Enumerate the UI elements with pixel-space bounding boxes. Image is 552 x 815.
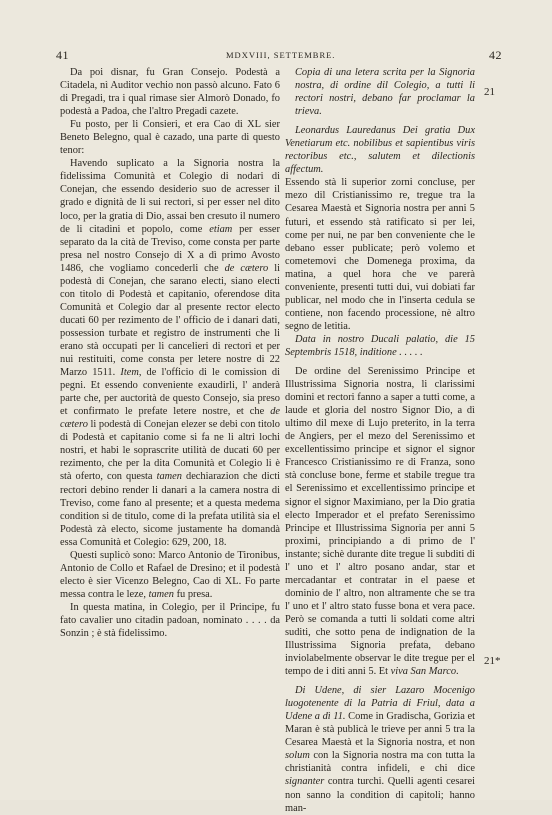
proclamation-paragraph: De ordine del Serenissimo Principe et Illustrissima Signoria nostra, li clarissimi domini et rectori fanno a saper a tutti come, a laude et gloria del nostro Signor Dio, a dì ultimo dil mexe di Lujo preterito, in la terra de Angiers, per el mezo del Serenissimo et excellentissimo principe et signor el signor Francesco Cristianissimo re di Franza, sono stà concluse bone, ferme et stabile tregue tra el Serenissimo et excellentissimo principe et signor el signor Maximiano, per la Dio gratia electo Imperador et el prefato Serenissimo Principe et Illustrissima Signoria per anni 5 proximi, principiando a di primo de l' instante; sichè durante dite tregue li subditi di l' uno et l' altro posano andar, star et mercadantar et contratar in el paese et dominio de l' altro, non altramente che se tra l' uno et l' altro stato fusse bona et vera pace. Però se comanda a tutti li soldati come altri suditi, che sotto pena de indignation de la Illustrissima Signoria prefata, debano inviolabelmente observar le dite tregue per el tempo de i diti anni 5. Et viva San Marco. <box>285 366 475 678</box>
paragraph: Essendo stà li superior zorni concluse, per mezo dil Cristianissimo re, tregue tra la Cesarea Maestà et Signoria nostra per anni 5 futuri, et essendo stà ratificato si per lei, come per nui, ne par ben conveniente che le debano esser publicate; però volemo et cometemovi che Domenega proxima, da matina, a quel hora che ve parerà conveniente, presenti tutti dui, vui dobiati far publicar, nel modo che in l'inserta cedula se contiene, non facendo processione, nè altro segno de letitia. <box>285 177 475 332</box>
running-header <box>56 50 502 66</box>
margin-note: 21 <box>484 86 495 98</box>
letter-paragraph: Di Udene, di sier Lazaro Mocenigo luogotenente di la Patria di Friul, data a Udene a dì 11. Come in Gradischa, Gorizia et Maran è stà publicà le trieve per anni 5 tra la Cesarea Maestà et la Signoria nostra, et non solum con la Signoria nostra ma con tutta la christianità contra infideli, e chi dice signanter contra turchi. Quelli agenti cesarei non sanno la condition di capitoli; hanno man- <box>285 685 476 814</box>
paragraph: In questa matina, in Colegio, per il Principe, fu fato cavalier uno citadin padoan, nominato . . . . da Sonzin ; è stà fidelissimo. <box>60 601 280 640</box>
page-number-right: 42 <box>489 48 502 62</box>
salutation: Leonardus Lauredanus Dei gratia Dux Venetiarum etc. nobilibus et sapientibus viris rectoribus etc., salutem et dilectionis affectum. <box>285 125 475 176</box>
paragraph: Fu posto, per li Consieri, et era Cao di XL sier Beneto Belegno, qual è cazado, una parte di questo tenor: <box>60 119 280 157</box>
paragraph: Questi suplicò sono: Marco Antonio de Tironibus, Antonio de Collo et Rafael de Dresino; et il podestà electo è sier Vicenzo Belegno, Cao di XL. Fo parte messa contra le leze, tamen fu presa. <box>60 549 280 600</box>
dateline: Data in nostro Ducali palatio, die 15 Septembris 1518, inditione . . . . . <box>285 333 475 358</box>
right-column <box>285 66 475 815</box>
left-column <box>60 66 280 640</box>
page-number-left: 41 <box>56 48 69 62</box>
decree-paragraph: Havendo suplicato a la Signoria nostra la fidelissima Comunità et Colegio di nodari di Conejan, che essendo desiderio suo de acresser il grado e dignità de li sui rectori, si per esser nel dito loco, per la gratia di Dio, assai ben cresuto il numero de li citadini et popolo, come etiam per esser separato da la cità de Treviso, come consta per parte presa nel nostro Consejo di X a dì primo Avosto 1486, che vogliamo concederli che de cætero li podestà di Conejan, che sarano electi, siano electi con titolo di Podestà et capitanio, oferendose dita Comunità et Colegio dar al presente rector electo ducati 60 per rezimento de l' officio de i danari dati, possession turbate et registro de instrumenti che li erano stà occupati per li cancelieri di rectori et per nui restituiti, come consta per letere nostre di 22 Marzo 1511. Item, de l'officio di le comission di pegni. Et essendo conveniente exaudirli, l' anderà parte che, per auctorità de questo Consejo, sia preso et confirmato le prefate letere nostre, et che de cætero li podestà di Conejan elezer se debi con titolo di Podestà et capitanio come si fa ne li altri lochi nostri, et habi le soprascrite utilità de ducati 60 per rezimento, che per la dita Comunità et Colegio li è stà oferto, con questa tamen dechiarazion che dicti rectori debino render li danari a la camera nostra di Treviso, come fano al presente; et a questa medema condition si de titulo, come di la prefata utilità sia el Podestà zà electo, sicome justamente ha domandà essa Comunità et Colegio: 629, 200, 18. <box>60 158 281 548</box>
paragraph: Da poi disnar, fu Gran Consejo. Podestà a Citadela, nì Auditor vechio non passò alcuno. Fato 6 di Pregadi, tra i qual rimase sier Almorò Donado, fo podestà a Padoa, che l'altro Pregadi cazete. <box>60 67 280 118</box>
letter-heading: Di Udene, di sier Lazaro Mocenigo luogotenente di la Patria di Friul, data a Udene a dì 11. <box>285 685 475 723</box>
running-title: MDXVIII, SETTEMBRE. <box>226 50 336 60</box>
margin-note: 21* <box>484 655 501 667</box>
letter-heading: Copia di una letera scrita per la Signoria nostra, di ordine dil Colegio, a tutti li rectori nostri, debano far proclamar la trieva. <box>295 67 475 118</box>
